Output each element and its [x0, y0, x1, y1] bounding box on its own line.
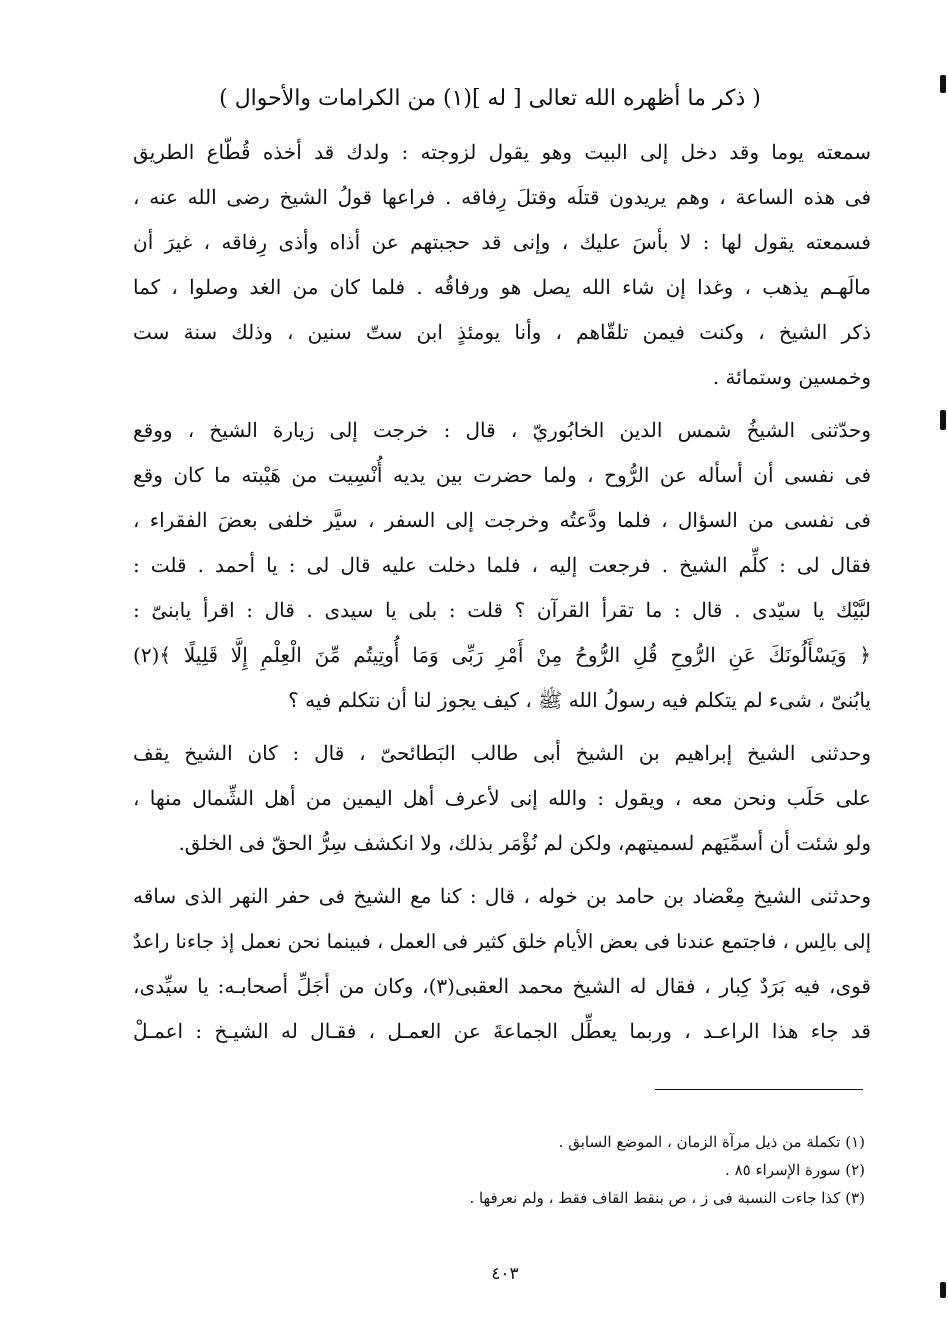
page-edge-mark-bottom: [940, 1282, 946, 1298]
text-line: فقال لى : كلِّم الشيخ . فرجعت إليه ، فلما دخلت عليه قال لى : يا أحمد . قلت :: [133, 553, 871, 577]
footnote-separator: [655, 1089, 863, 1090]
text-line: يابُنىّ ، شىء لم يتكلم فيه رسولُ الله ﷺ ، كيف يجوز لنا أن نتكلم فيه ؟: [288, 688, 871, 712]
text-line: فسمعته يقول لها : لا بأسَ عليك ، وإنى قد حجبتهم عن أذاه وأذى رِفاقه ، غيرَ أن: [133, 230, 871, 254]
paragraph-2: [133, 408, 871, 723]
paragraph-1: [133, 130, 871, 400]
text-line: على حَلَب ونحن معه ، ويقول : والله إنى لأعرف أهل اليمين من أهل الشِّمال منها ،: [133, 786, 871, 810]
text-line: فى نفسى أن أسأله عن الرُّوح ، ولما حضرت بين يديه أُنْسِيت من هَيْبته ما كان وقع: [133, 463, 871, 487]
text-line: ذكر الشيخ ، وكنت فيمن تلقّاهم ، وأنا يومئذٍ ابن ستّ سنين ، وذلك سنة ست: [133, 320, 871, 344]
text-line: لبَّيْك يا سيّدى . قال : ما تقرأ القرآن ؟ قلت : بلى يا سيدى . قال : اقرأ يابنىّ :: [133, 598, 871, 622]
text-line: إلى بالِس ، فاجتمع عندنا فى بعض الأيام خلق كثير فى العمل ، فبينما نحن نعمل إذ جاءنا راعدٌ: [133, 930, 871, 953]
footnotes: [300, 1128, 865, 1212]
text-line: مالَهـم يذهب ، وغدا إن شاء الله يصل هو ورفاقُه . فلما كان من الغد وصلوا ، كما: [133, 275, 871, 299]
text-line: قوى، فيه بَرَدٌ كِبار ، فقال له الشيخ محمد العقبى(٣)، وكان من أجَلِّ أصحابـه: يا سيِّدى،: [133, 974, 871, 998]
text-line: ولو شئت أن أسمِّيَهم لسميتهم، ولكن لم نُؤْمَر بذلك، ولا انكشف سِرُّ الحقّ فى الخلق.: [178, 831, 871, 855]
paragraph-4: [133, 874, 871, 1054]
quran-verse-line: ﴿ وَيَسْأَلُونَكَ عَنِ الرُّوحِ قُلِ الرُّوحُ مِنْ أَمْرِ رَبِّى وَمَا أُوتِيتُم مِّنَ الْعِلْمِ إِلَّا قَلِيلًا ﴾(٢): [133, 643, 871, 667]
text-line: وخمسين وستمائة .: [712, 365, 871, 389]
footnote-1: (١) تكملة من ذيل مرآة الزمان ، الموضع السابق .: [558, 1133, 865, 1151]
footnote-2: (٢) سورة الإسراء ٨٥ .: [725, 1161, 865, 1179]
text-line: فى نفسى من السؤال ، فلما ودَّعتُه وخرجت إلى السفر ، سيَّر خلفى بعضَ الفقراء ،: [133, 508, 871, 532]
section-heading: ( ذكر ما أظهره الله تعالى [ له ](١) من الكرامات والأحوال ): [219, 86, 761, 111]
page-number: ٤٠٣: [491, 1264, 519, 1284]
text-line: سمعته يوما وقد دخل إلى البيت وهو يقول لزوجته : ولدك قد أخذه قُطّاع الطريق: [133, 140, 871, 164]
page-edge-mark-middle: [940, 410, 946, 430]
text-line: وحدثنى الشيخ مِعْضاد بن حامد بن خوله ، قال : كنا مع الشيخ فى حفر النهر الذى ساقه: [133, 884, 871, 908]
main-text: [133, 130, 871, 1062]
text-line: قد جاء هذا الراعـد ، وربما يعطِّل الجماعةَ عن العمـل ، فقـال له الشيـخ : اعمـلْ: [133, 1019, 871, 1043]
text-line: فى هذه الساعة ، وهم يريدون قتلَه وقتلَ رِفاقه . فراعها قولُ الشيخ رضى الله عنه ،: [133, 185, 871, 209]
page-edge-mark-top: [940, 75, 946, 93]
text-line: وحدّثنى الشيخُ شمس الدين الخابُوريّ ، قال : خرجت إلى زيارة الشيخ ، ووقع: [133, 418, 871, 442]
text-line: وحدثنى الشيخ إبراهيم بن الشيخ أبى طالب البَطائحىّ ، قال : كان الشيخ يقف: [133, 741, 871, 765]
footnote-3: (٣) كذا جاءت النسبة فى ز ، ص بنقط القاف فقط ، ولم نعرفها .: [469, 1189, 865, 1207]
paragraph-3: [133, 731, 871, 866]
